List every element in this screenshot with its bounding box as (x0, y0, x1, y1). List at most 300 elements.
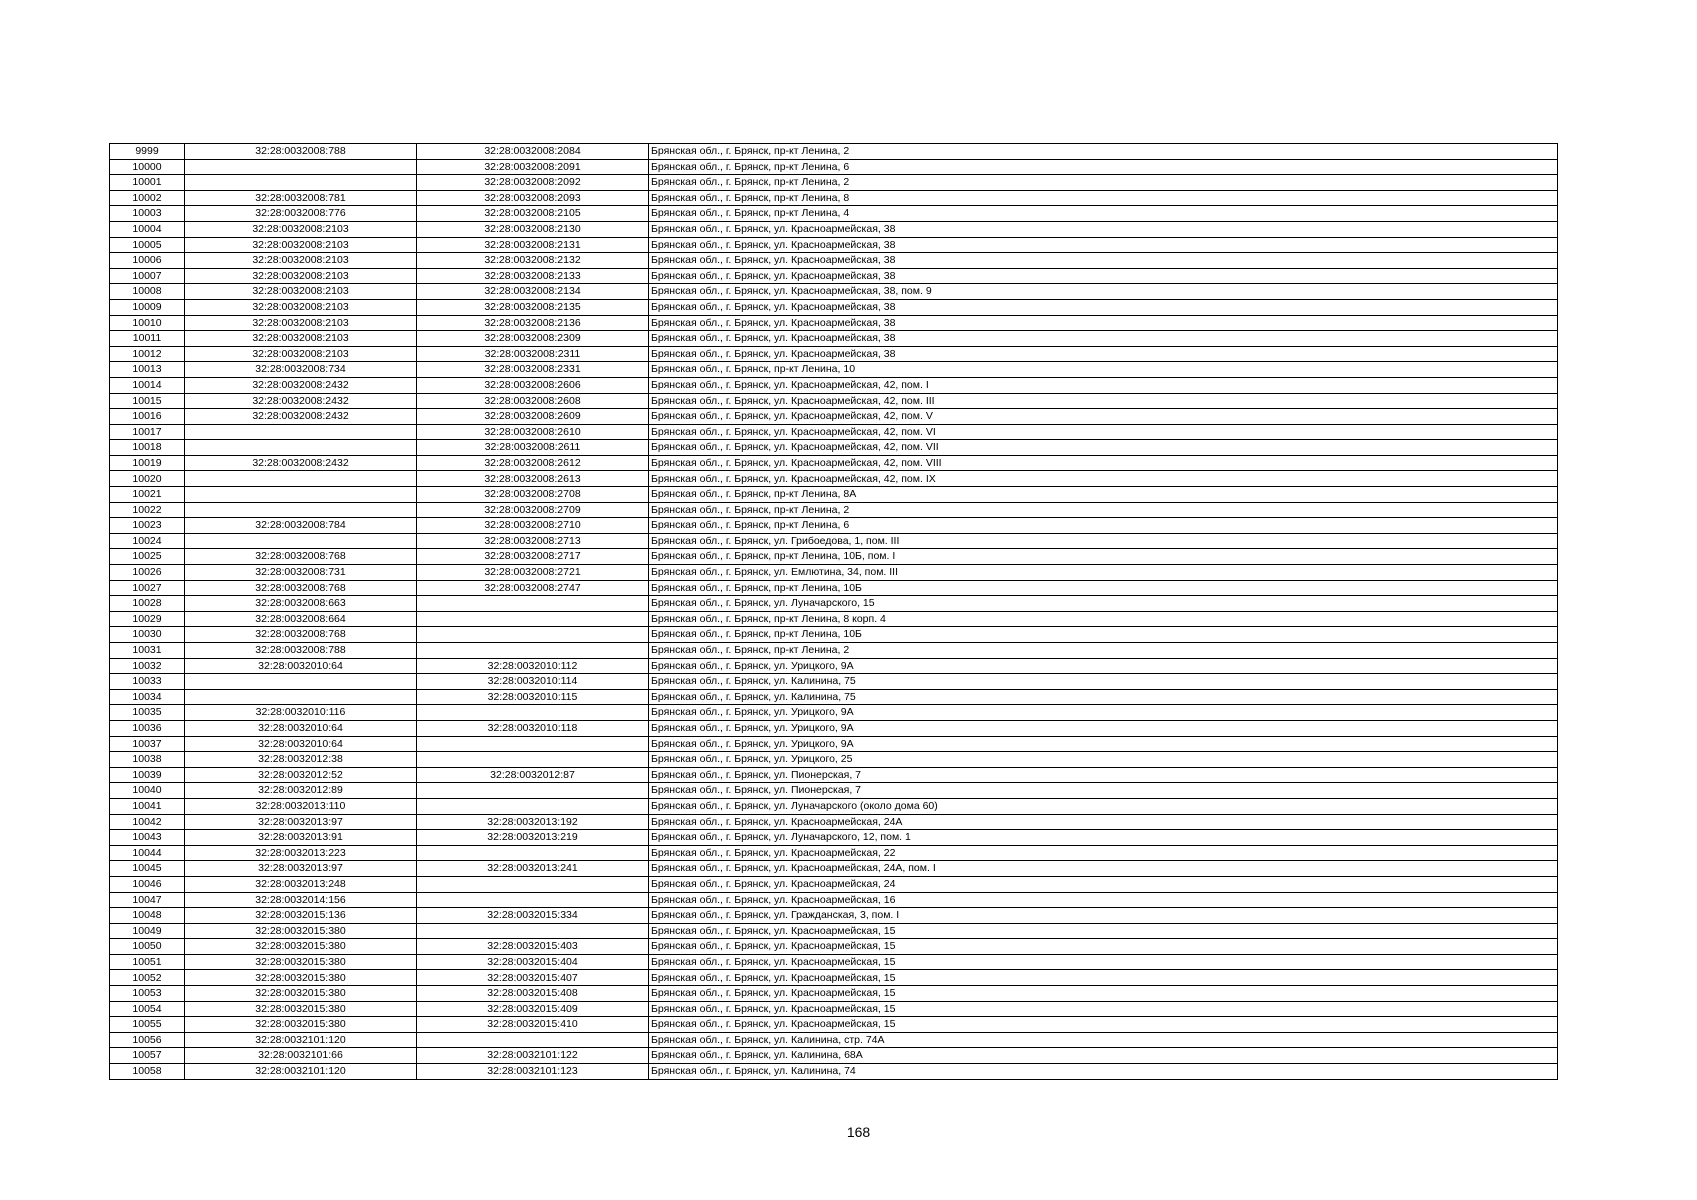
address-cell: Брянская обл., г. Брянск, пр-кт Ленина, 2 (649, 502, 1558, 518)
cadastral-number-cell (417, 596, 649, 612)
row-number-cell: 10005 (110, 237, 185, 253)
row-number-cell: 10009 (110, 299, 185, 315)
parent-cadastral-number-cell: 32:28:0032012:89 (185, 783, 417, 799)
address-cell: Брянская обл., г. Брянск, ул. Красноармейская, 38, пом. 9 (649, 284, 1558, 300)
cadastral-number-cell: 32:28:0032010:112 (417, 658, 649, 674)
row-number-cell: 10002 (110, 190, 185, 206)
address-cell: Брянская обл., г. Брянск, ул. Калинина, стр. 74А (649, 1032, 1558, 1048)
cadastral-number-cell: 32:28:0032008:2709 (417, 502, 649, 518)
address-cell: Брянская обл., г. Брянск, ул. Красноармейская, 42, пом. I (649, 377, 1558, 393)
table-row (110, 487, 1558, 503)
address-cell: Брянская обл., г. Брянск, ул. Луначарского, 12, пом. 1 (649, 830, 1558, 846)
cadastral-number-cell (417, 876, 649, 892)
table-row (110, 1048, 1558, 1064)
parent-cadastral-number-cell: 32:28:0032008:731 (185, 565, 417, 581)
table-row (110, 144, 1558, 160)
table-row (110, 954, 1558, 970)
row-number-cell: 10021 (110, 487, 185, 503)
parent-cadastral-number-cell: 32:28:0032101:66 (185, 1048, 417, 1064)
row-number-cell: 10018 (110, 440, 185, 456)
table-row (110, 752, 1558, 768)
cadastral-number-cell: 32:28:0032008:2713 (417, 533, 649, 549)
address-cell: Брянская обл., г. Брянск, ул. Калинина, 75 (649, 689, 1558, 705)
table-row (110, 284, 1558, 300)
cadastral-number-cell: 32:28:0032008:2092 (417, 175, 649, 191)
cadastral-number-cell: 32:28:0032008:2612 (417, 455, 649, 471)
cadastral-number-cell (417, 611, 649, 627)
address-cell: Брянская обл., г. Брянск, пр-кт Ленина, 10Б (649, 580, 1558, 596)
row-number-cell: 10042 (110, 814, 185, 830)
parent-cadastral-number-cell (185, 689, 417, 705)
address-cell: Брянская обл., г. Брянск, ул. Луначарского (около дома 60) (649, 798, 1558, 814)
row-number-cell: 10024 (110, 533, 185, 549)
row-number-cell: 10045 (110, 861, 185, 877)
parent-cadastral-number-cell (185, 487, 417, 503)
address-cell: Брянская обл., г. Брянск, пр-кт Ленина, 10Б, пом. I (649, 549, 1558, 565)
address-cell: Брянская обл., г. Брянск, ул. Красноармейская, 42, пом. III (649, 393, 1558, 409)
address-cell: Брянская обл., г. Брянск, ул. Красноармейская, 22 (649, 845, 1558, 861)
table-row (110, 939, 1558, 955)
table-row (110, 798, 1558, 814)
cadastral-number-cell: 32:28:0032013:219 (417, 830, 649, 846)
parent-cadastral-number-cell: 32:28:0032015:136 (185, 908, 417, 924)
parent-cadastral-number-cell: 32:28:0032008:2103 (185, 284, 417, 300)
table-row (110, 409, 1558, 425)
address-cell: Брянская обл., г. Брянск, ул. Красноармейская, 15 (649, 954, 1558, 970)
cadastral-number-cell: 32:28:0032008:2717 (417, 549, 649, 565)
row-number-cell: 10052 (110, 970, 185, 986)
row-number-cell: 10004 (110, 221, 185, 237)
row-number-cell: 10011 (110, 331, 185, 347)
parent-cadastral-number-cell: 32:28:0032014:156 (185, 892, 417, 908)
parent-cadastral-number-cell: 32:28:0032008:2103 (185, 299, 417, 315)
table-row (110, 861, 1558, 877)
address-cell: Брянская обл., г. Брянск, ул. Красноармейская, 15 (649, 970, 1558, 986)
cadastral-number-cell: 32:28:0032012:87 (417, 767, 649, 783)
row-number-cell: 10030 (110, 627, 185, 643)
table-row (110, 1017, 1558, 1033)
row-number-cell: 10033 (110, 674, 185, 690)
cadastral-number-cell: 32:28:0032008:2611 (417, 440, 649, 456)
row-number-cell: 10035 (110, 705, 185, 721)
address-cell: Брянская обл., г. Брянск, ул. Красноармейская, 42, пом. VI (649, 424, 1558, 440)
parent-cadastral-number-cell: 32:28:0032015:380 (185, 939, 417, 955)
row-number-cell: 10049 (110, 923, 185, 939)
cadastral-number-cell (417, 736, 649, 752)
table-row (110, 923, 1558, 939)
table-row (110, 377, 1558, 393)
parent-cadastral-number-cell: 32:28:0032008:2103 (185, 315, 417, 331)
parent-cadastral-number-cell: 32:28:0032008:2103 (185, 221, 417, 237)
address-cell: Брянская обл., г. Брянск, ул. Урицкого, 9А (649, 658, 1558, 674)
address-cell: Брянская обл., г. Брянск, ул. Красноармейская, 24А, пом. I (649, 861, 1558, 877)
address-cell: Брянская обл., г. Брянск, ул. Красноармейская, 38 (649, 221, 1558, 237)
parent-cadastral-number-cell: 32:28:0032008:2432 (185, 377, 417, 393)
address-cell: Брянская обл., г. Брянск, ул. Красноармейская, 42, пом. V (649, 409, 1558, 425)
row-number-cell: 10058 (110, 1064, 185, 1080)
parent-cadastral-number-cell: 32:28:0032008:768 (185, 549, 417, 565)
table-row (110, 830, 1558, 846)
parent-cadastral-number-cell: 32:28:0032013:97 (185, 814, 417, 830)
parent-cadastral-number-cell (185, 471, 417, 487)
row-number-cell: 10025 (110, 549, 185, 565)
cadastral-number-cell: 32:28:0032008:2084 (417, 144, 649, 160)
parent-cadastral-number-cell: 32:28:0032013:97 (185, 861, 417, 877)
cadastral-number-cell: 32:28:0032008:2710 (417, 518, 649, 534)
address-cell: Брянская обл., г. Брянск, ул. Гражданская, 3, пом. I (649, 908, 1558, 924)
cadastral-number-cell (417, 705, 649, 721)
cadastral-number-cell (417, 798, 649, 814)
address-cell: Брянская обл., г. Брянск, ул. Красноармейская, 15 (649, 923, 1558, 939)
row-number-cell: 10007 (110, 268, 185, 284)
address-cell: Брянская обл., г. Брянск, ул. Красноармейская, 15 (649, 1001, 1558, 1017)
table-row (110, 1032, 1558, 1048)
cadastral-number-cell: 32:28:0032008:2609 (417, 409, 649, 425)
row-number-cell: 10053 (110, 986, 185, 1002)
table-row (110, 159, 1558, 175)
address-cell: Брянская обл., г. Брянск, ул. Красноармейская, 42, пом. IX (649, 471, 1558, 487)
cadastral-number-cell (417, 783, 649, 799)
cadastral-number-cell: 32:28:0032008:2131 (417, 237, 649, 253)
parent-cadastral-number-cell (185, 175, 417, 191)
parent-cadastral-number-cell: 32:28:0032008:776 (185, 206, 417, 222)
table-row (110, 1001, 1558, 1017)
parent-cadastral-number-cell: 32:28:0032008:2103 (185, 331, 417, 347)
table-row (110, 689, 1558, 705)
row-number-cell: 10015 (110, 393, 185, 409)
row-number-cell: 10048 (110, 908, 185, 924)
cadastral-number-cell (417, 845, 649, 861)
address-cell: Брянская обл., г. Брянск, ул. Урицкого, 9А (649, 705, 1558, 721)
address-cell: Брянская обл., г. Брянск, пр-кт Ленина, 10Б (649, 627, 1558, 643)
table-row (110, 455, 1558, 471)
row-number-cell: 10057 (110, 1048, 185, 1064)
cadastral-number-cell: 32:28:0032008:2613 (417, 471, 649, 487)
parent-cadastral-number-cell: 32:28:0032013:223 (185, 845, 417, 861)
cadastral-number-cell: 32:28:0032008:2091 (417, 159, 649, 175)
address-cell: Брянская обл., г. Брянск, ул. Красноармейская, 38 (649, 331, 1558, 347)
address-cell: Брянская обл., г. Брянск, ул. Пионерская, 7 (649, 767, 1558, 783)
row-number-cell: 10047 (110, 892, 185, 908)
table-row (110, 424, 1558, 440)
parent-cadastral-number-cell: 32:28:0032101:120 (185, 1032, 417, 1048)
row-number-cell: 10012 (110, 346, 185, 362)
row-number-cell: 10017 (110, 424, 185, 440)
cadastral-number-cell (417, 1032, 649, 1048)
table-row (110, 986, 1558, 1002)
parent-cadastral-number-cell: 32:28:0032101:120 (185, 1064, 417, 1080)
parent-cadastral-number-cell: 32:28:0032008:788 (185, 144, 417, 160)
cadastral-number-cell: 32:28:0032015:334 (417, 908, 649, 924)
row-number-cell: 10006 (110, 253, 185, 269)
table-row (110, 674, 1558, 690)
row-number-cell: 10001 (110, 175, 185, 191)
table-row (110, 518, 1558, 534)
cadastral-number-cell: 32:28:0032008:2721 (417, 565, 649, 581)
address-cell: Брянская обл., г. Брянск, пр-кт Ленина, 10 (649, 362, 1558, 378)
table-row (110, 346, 1558, 362)
parent-cadastral-number-cell: 32:28:0032010:116 (185, 705, 417, 721)
cadastral-number-cell: 32:28:0032008:2606 (417, 377, 649, 393)
cadastral-number-cell: 32:28:0032015:404 (417, 954, 649, 970)
cadastral-number-cell: 32:28:0032008:2331 (417, 362, 649, 378)
row-number-cell: 10039 (110, 767, 185, 783)
cadastral-number-cell (417, 892, 649, 908)
address-cell: Брянская обл., г. Брянск, ул. Луначарского, 15 (649, 596, 1558, 612)
cadastral-number-cell: 32:28:0032008:2135 (417, 299, 649, 315)
parent-cadastral-number-cell: 32:28:0032008:2103 (185, 253, 417, 269)
cadastral-number-cell: 32:28:0032010:115 (417, 689, 649, 705)
table-row (110, 190, 1558, 206)
parent-cadastral-number-cell: 32:28:0032008:788 (185, 643, 417, 659)
parent-cadastral-number-cell (185, 424, 417, 440)
parent-cadastral-number-cell: 32:28:0032008:663 (185, 596, 417, 612)
row-number-cell: 10038 (110, 752, 185, 768)
row-number-cell: 10056 (110, 1032, 185, 1048)
table-row (110, 611, 1558, 627)
parent-cadastral-number-cell: 32:28:0032015:380 (185, 954, 417, 970)
parent-cadastral-number-cell: 32:28:0032008:734 (185, 362, 417, 378)
row-number-cell: 10040 (110, 783, 185, 799)
parent-cadastral-number-cell (185, 502, 417, 518)
table-row (110, 565, 1558, 581)
parent-cadastral-number-cell: 32:28:0032015:380 (185, 1001, 417, 1017)
row-number-cell: 10050 (110, 939, 185, 955)
table-row (110, 892, 1558, 908)
address-cell: Брянская обл., г. Брянск, ул. Калинина, 68А (649, 1048, 1558, 1064)
address-cell: Брянская обл., г. Брянск, ул. Красноармейская, 24 (649, 876, 1558, 892)
address-cell: Брянская обл., г. Брянск, ул. Красноармейская, 38 (649, 268, 1558, 284)
table-row (110, 393, 1558, 409)
parent-cadastral-number-cell: 32:28:0032015:380 (185, 970, 417, 986)
row-number-cell: 10046 (110, 876, 185, 892)
row-number-cell: 10055 (110, 1017, 185, 1033)
row-number-cell: 10044 (110, 845, 185, 861)
row-number-cell: 10026 (110, 565, 185, 581)
address-cell: Брянская обл., г. Брянск, ул. Красноармейская, 24А (649, 814, 1558, 830)
row-number-cell: 10023 (110, 518, 185, 534)
row-number-cell: 10054 (110, 1001, 185, 1017)
cadastral-number-cell: 32:28:0032008:2133 (417, 268, 649, 284)
address-cell: Брянская обл., г. Брянск, ул. Калинина, 74 (649, 1064, 1558, 1080)
parent-cadastral-number-cell: 32:28:0032008:2432 (185, 393, 417, 409)
address-cell: Брянская обл., г. Брянск, пр-кт Ленина, 6 (649, 518, 1558, 534)
row-number-cell: 10032 (110, 658, 185, 674)
cadastral-number-cell: 32:28:0032008:2136 (417, 315, 649, 331)
parent-cadastral-number-cell: 32:28:0032015:380 (185, 986, 417, 1002)
row-number-cell: 10027 (110, 580, 185, 596)
row-number-cell: 10010 (110, 315, 185, 331)
parent-cadastral-number-cell (185, 674, 417, 690)
cadastral-number-cell: 32:28:0032008:2132 (417, 253, 649, 269)
address-cell: Брянская обл., г. Брянск, пр-кт Ленина, 2 (649, 144, 1558, 160)
table-row (110, 175, 1558, 191)
registry-table (109, 143, 1558, 1080)
address-cell: Брянская обл., г. Брянск, ул. Красноармейская, 38 (649, 315, 1558, 331)
parent-cadastral-number-cell: 32:28:0032008:2103 (185, 237, 417, 253)
table-row (110, 268, 1558, 284)
address-cell: Брянская обл., г. Брянск, ул. Пионерская, 7 (649, 783, 1558, 799)
parent-cadastral-number-cell: 32:28:0032008:2432 (185, 455, 417, 471)
address-cell: Брянская обл., г. Брянск, ул. Урицкого, 9А (649, 720, 1558, 736)
cadastral-number-cell (417, 643, 649, 659)
address-cell: Брянская обл., г. Брянск, пр-кт Ленина, 6 (649, 159, 1558, 175)
parent-cadastral-number-cell: 32:28:0032010:64 (185, 720, 417, 736)
parent-cadastral-number-cell (185, 440, 417, 456)
cadastral-number-cell: 32:28:0032008:2134 (417, 284, 649, 300)
address-cell: Брянская обл., г. Брянск, пр-кт Ленина, 8 корп. 4 (649, 611, 1558, 627)
parent-cadastral-number-cell: 32:28:0032008:784 (185, 518, 417, 534)
row-number-cell: 10020 (110, 471, 185, 487)
table-row (110, 549, 1558, 565)
address-cell: Брянская обл., г. Брянск, пр-кт Ленина, 2 (649, 643, 1558, 659)
row-number-cell: 10000 (110, 159, 185, 175)
parent-cadastral-number-cell: 32:28:0032013:110 (185, 798, 417, 814)
row-number-cell: 10028 (110, 596, 185, 612)
table-row (110, 315, 1558, 331)
table-row (110, 970, 1558, 986)
cadastral-number-cell: 32:28:0032015:403 (417, 939, 649, 955)
address-cell: Брянская обл., г. Брянск, ул. Урицкого, 25 (649, 752, 1558, 768)
table-row (110, 1064, 1558, 1080)
parent-cadastral-number-cell: 32:28:0032013:91 (185, 830, 417, 846)
cadastral-number-cell: 32:28:0032008:2708 (417, 487, 649, 503)
parent-cadastral-number-cell: 32:28:0032008:768 (185, 580, 417, 596)
cadastral-number-cell: 32:28:0032008:2309 (417, 331, 649, 347)
row-number-cell: 10041 (110, 798, 185, 814)
cadastral-number-cell: 32:28:0032101:122 (417, 1048, 649, 1064)
row-number-cell: 10043 (110, 830, 185, 846)
table-row (110, 206, 1558, 222)
table-row (110, 533, 1558, 549)
table-row (110, 471, 1558, 487)
row-number-cell: 10034 (110, 689, 185, 705)
address-cell: Брянская обл., г. Брянск, пр-кт Ленина, 2 (649, 175, 1558, 191)
table-row (110, 221, 1558, 237)
cadastral-number-cell: 32:28:0032010:118 (417, 720, 649, 736)
row-number-cell: 9999 (110, 144, 185, 160)
parent-cadastral-number-cell: 32:28:0032010:64 (185, 736, 417, 752)
address-cell: Брянская обл., г. Брянск, ул. Красноармейская, 38 (649, 237, 1558, 253)
cadastral-number-cell: 32:28:0032010:114 (417, 674, 649, 690)
parent-cadastral-number-cell: 32:28:0032008:781 (185, 190, 417, 206)
table-row (110, 253, 1558, 269)
address-cell: Брянская обл., г. Брянск, ул. Красноармейская, 15 (649, 939, 1558, 955)
address-cell: Брянская обл., г. Брянск, ул. Красноармейская, 42, пом. VII (649, 440, 1558, 456)
cadastral-number-cell: 32:28:0032008:2130 (417, 221, 649, 237)
address-cell: Брянская обл., г. Брянск, ул. Красноармейская, 38 (649, 253, 1558, 269)
row-number-cell: 10016 (110, 409, 185, 425)
table-row (110, 502, 1558, 518)
address-cell: Брянская обл., г. Брянск, пр-кт Ленина, 8 (649, 190, 1558, 206)
address-cell: Брянская обл., г. Брянск, ул. Красноармейская, 15 (649, 1017, 1558, 1033)
row-number-cell: 10036 (110, 720, 185, 736)
row-number-cell: 10031 (110, 643, 185, 659)
address-cell: Брянская обл., г. Брянск, ул. Емлютина, 34, пом. III (649, 565, 1558, 581)
parent-cadastral-number-cell: 32:28:0032008:2103 (185, 346, 417, 362)
table-row (110, 705, 1558, 721)
address-cell: Брянская обл., г. Брянск, ул. Красноармейская, 42, пом. VIII (649, 455, 1558, 471)
row-number-cell: 10013 (110, 362, 185, 378)
parent-cadastral-number-cell: 32:28:0032008:2103 (185, 268, 417, 284)
parent-cadastral-number-cell: 32:28:0032013:248 (185, 876, 417, 892)
cadastral-number-cell: 32:28:0032008:2610 (417, 424, 649, 440)
parent-cadastral-number-cell: 32:28:0032012:52 (185, 767, 417, 783)
table-row (110, 720, 1558, 736)
table-row (110, 643, 1558, 659)
address-cell: Брянская обл., г. Брянск, пр-кт Ленина, 8А (649, 487, 1558, 503)
address-cell: Брянская обл., г. Брянск, ул. Урицкого, 9А (649, 736, 1558, 752)
table-row (110, 876, 1558, 892)
table-row (110, 237, 1558, 253)
cadastral-number-cell: 32:28:0032008:2608 (417, 393, 649, 409)
registry-table-body (110, 144, 1558, 1080)
cadastral-number-cell: 32:28:0032008:2105 (417, 206, 649, 222)
page-number: 168 (846, 1124, 871, 1140)
parent-cadastral-number-cell: 32:28:0032008:2432 (185, 409, 417, 425)
address-cell: Брянская обл., г. Брянск, ул. Красноармейская, 16 (649, 892, 1558, 908)
cadastral-number-cell: 32:28:0032101:123 (417, 1064, 649, 1080)
cadastral-number-cell (417, 627, 649, 643)
row-number-cell: 10019 (110, 455, 185, 471)
cadastral-number-cell: 32:28:0032013:241 (417, 861, 649, 877)
parent-cadastral-number-cell: 32:28:0032012:38 (185, 752, 417, 768)
cadastral-number-cell: 32:28:0032015:410 (417, 1017, 649, 1033)
table-row (110, 845, 1558, 861)
parent-cadastral-number-cell: 32:28:0032008:664 (185, 611, 417, 627)
parent-cadastral-number-cell (185, 159, 417, 175)
row-number-cell: 10014 (110, 377, 185, 393)
cadastral-number-cell: 32:28:0032013:192 (417, 814, 649, 830)
table-row (110, 814, 1558, 830)
table-row (110, 596, 1558, 612)
row-number-cell: 10051 (110, 954, 185, 970)
cadastral-number-cell: 32:28:0032015:409 (417, 1001, 649, 1017)
table-row (110, 736, 1558, 752)
cadastral-number-cell: 32:28:0032015:408 (417, 986, 649, 1002)
parent-cadastral-number-cell: 32:28:0032015:380 (185, 923, 417, 939)
table-row (110, 440, 1558, 456)
address-cell: Брянская обл., г. Брянск, ул. Грибоедова, 1, пом. III (649, 533, 1558, 549)
table-row (110, 783, 1558, 799)
address-cell: Брянская обл., г. Брянск, ул. Калинина, 75 (649, 674, 1558, 690)
row-number-cell: 10037 (110, 736, 185, 752)
parent-cadastral-number-cell: 32:28:0032015:380 (185, 1017, 417, 1033)
cadastral-number-cell (417, 923, 649, 939)
table-row (110, 580, 1558, 596)
parent-cadastral-number-cell: 32:28:0032010:64 (185, 658, 417, 674)
table-row (110, 627, 1558, 643)
table-row (110, 362, 1558, 378)
cadastral-number-cell: 32:28:0032008:2311 (417, 346, 649, 362)
cadastral-number-cell (417, 752, 649, 768)
table-row (110, 908, 1558, 924)
address-cell: Брянская обл., г. Брянск, ул. Красноармейская, 38 (649, 299, 1558, 315)
cadastral-number-cell: 32:28:0032008:2747 (417, 580, 649, 596)
row-number-cell: 10008 (110, 284, 185, 300)
table-row (110, 767, 1558, 783)
table-row (110, 658, 1558, 674)
address-cell: Брянская обл., г. Брянск, ул. Красноармейская, 38 (649, 346, 1558, 362)
table-row (110, 331, 1558, 347)
row-number-cell: 10003 (110, 206, 185, 222)
cadastral-number-cell: 32:28:0032008:2093 (417, 190, 649, 206)
row-number-cell: 10029 (110, 611, 185, 627)
table-row (110, 299, 1558, 315)
row-number-cell: 10022 (110, 502, 185, 518)
address-cell: Брянская обл., г. Брянск, ул. Красноармейская, 15 (649, 986, 1558, 1002)
parent-cadastral-number-cell (185, 533, 417, 549)
